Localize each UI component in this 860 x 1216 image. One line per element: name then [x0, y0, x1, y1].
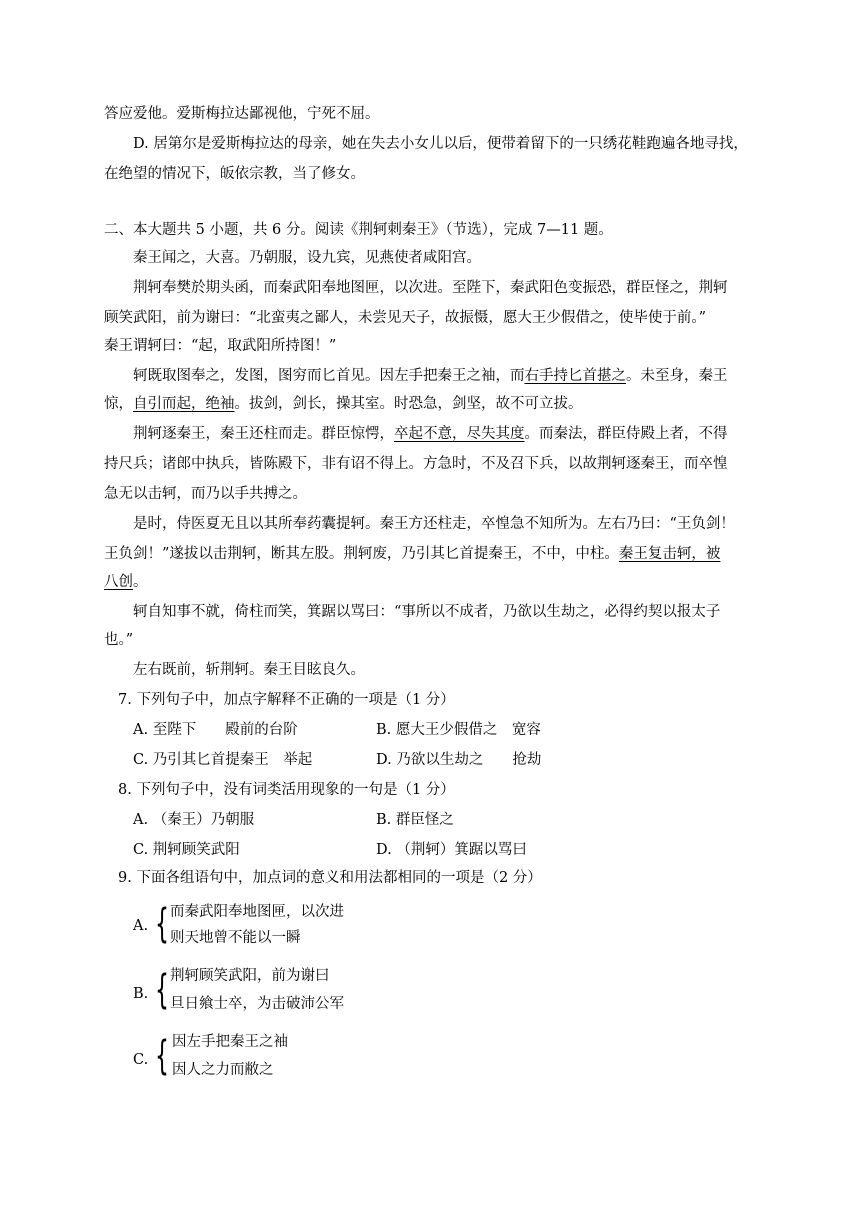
passage-line [104, 394, 583, 414]
question-7-stem: 7. 下列句子中，加点字解释不正确的一项是（1 分） [118, 692, 455, 708]
q9-option-a-label: A. [133, 918, 149, 934]
passage-line: 左右既前，斩荆轲。秦王目眩良久。 [133, 662, 365, 678]
passage-line: 也。” [104, 632, 134, 648]
text: 荆轲逐秦王，秦王还柱而走。群臣惊愕， [133, 426, 394, 442]
passage-line [104, 544, 720, 564]
section-heading: 二、本大题共 5 小题，共 6 分。阅读《荆轲刺秦王》（节选），完成 7—11 题。 [104, 222, 613, 238]
passage-line [133, 366, 728, 386]
underlined-phrase: 右手持匕首揕之 [524, 368, 626, 384]
underlined-phrase: 八创 [104, 574, 133, 590]
q9-b-sentence-1: 荆轲顾笑武阳，前为谢曰 [170, 968, 330, 984]
q9-option-b-label: B. [133, 986, 149, 1002]
option-d-line: 在绝望的情况下，皈依宗教，当了修女。 [104, 166, 365, 182]
passage-line: 秦王闻之，大喜。乃朝服，设九宾，见燕使者咸阳宫。 [133, 250, 481, 266]
text: 。 [133, 574, 148, 590]
passage-line [104, 572, 148, 592]
text: 轲既取图奉之，发图，图穷而匕首见。因左手把秦王之袖，而 [133, 368, 525, 384]
passage-line [133, 424, 728, 444]
underlined-phrase: 秦王复击轲，被 [618, 546, 721, 562]
passage-line: 持尺兵；诸郎中执兵，皆陈殿下，非有诏不得上。方急时，不及召下兵，以故荆轲逐秦王，而卒惶 [104, 456, 728, 472]
brace-icon: { [155, 1033, 169, 1079]
text: 。未至身，秦王 [626, 368, 728, 384]
q9-c-sentence-1: 因左手把秦王之袖 [172, 1034, 288, 1050]
q9-a-sentence-1: 而秦武阳奉地图匣，以次进 [170, 904, 344, 920]
q8-option-c: C. 荆轲顾笑武阳 [133, 842, 240, 858]
text: 惊， [104, 396, 133, 412]
text: 。而秦法，群臣侍殿上者，不得 [524, 426, 728, 442]
underlined-phrase: 自引而起，绝袖 [133, 396, 235, 412]
q9-option-c-label: C. [133, 1052, 149, 1068]
q7-option-d: D. 乃欲以生劫之 抢劫 [376, 752, 542, 768]
q8-option-d: D. （荆轲）箕踞以骂曰 [376, 842, 527, 858]
q7-option-b: B. 愿大王少假借之 宽容 [376, 722, 541, 738]
passage-line: 秦王谓轲曰：“起，取武阳所持图！” [104, 338, 337, 354]
passage-line: 是时，侍医夏无且以其所奉药囊提轲。秦王方还柱走，卒惶急不知所为。左右乃曰：“王负剑！ [133, 516, 735, 532]
underlined-phrase: 卒起不意，尽失其度 [394, 426, 525, 442]
q7-option-a: A. 至陛下 殿前的台阶 [133, 722, 298, 738]
passage-line: 荆轲奉樊於期头函，而秦武阳奉地图匣，以次进。至陛下，秦武阳色变振恐，群臣怪之，荆轲 [133, 280, 728, 296]
para-line: 答应爱他。爱斯梅拉达鄙视他，宁死不屈。 [104, 106, 380, 122]
q9-a-sentence-2: 则天地曾不能以一瞬 [170, 930, 301, 946]
option-d-line: D. 居第尔是爱斯梅拉达的母亲，她在失去小女儿以后，便带着留下的一只绣花鞋跑遍各地寻找， [133, 136, 748, 152]
brace-icon: { [155, 967, 169, 1013]
q8-option-b: B. 群臣怪之 [376, 812, 454, 828]
q7-option-c: C. 乃引其匕首提秦王 举起 [133, 752, 313, 768]
passage-line: 急无以击轲，而乃以手共搏之。 [104, 486, 307, 502]
passage-line: 顾笑武阳，前为谢曰：“北蛮夷之鄙人，未尝见天子，故振慑，愿大王少假借之，使毕使于前。” [104, 310, 707, 326]
text: 。拔剑，剑长，操其室。时恐急，剑坚，故不可立拔。 [234, 396, 583, 412]
text: 王负剑！”遂拔以击荆轲，断其左股。荆轲废，乃引其匕首提秦王，不中，中柱。 [104, 546, 619, 562]
q9-b-sentence-2: 旦日飨士卒，为击破沛公军 [170, 996, 344, 1012]
passage-line: 轲自知事不就，倚柱而笑，箕踞以骂曰：“事所以不成者，乃欲以生劫之，必得约契以报太子 [133, 604, 721, 620]
brace-icon: { [155, 901, 169, 947]
q9-c-sentence-2: 因人之力而敝之 [172, 1062, 274, 1078]
question-9-stem: 9. 下面各组语句中，加点词的意义和用法都相同的一项是（2 分） [118, 870, 542, 886]
q8-option-a: A. （秦王）乃朝服 [133, 812, 255, 828]
question-8-stem: 8. 下列句子中，没有词类活用现象的一句是（1 分） [118, 782, 455, 798]
